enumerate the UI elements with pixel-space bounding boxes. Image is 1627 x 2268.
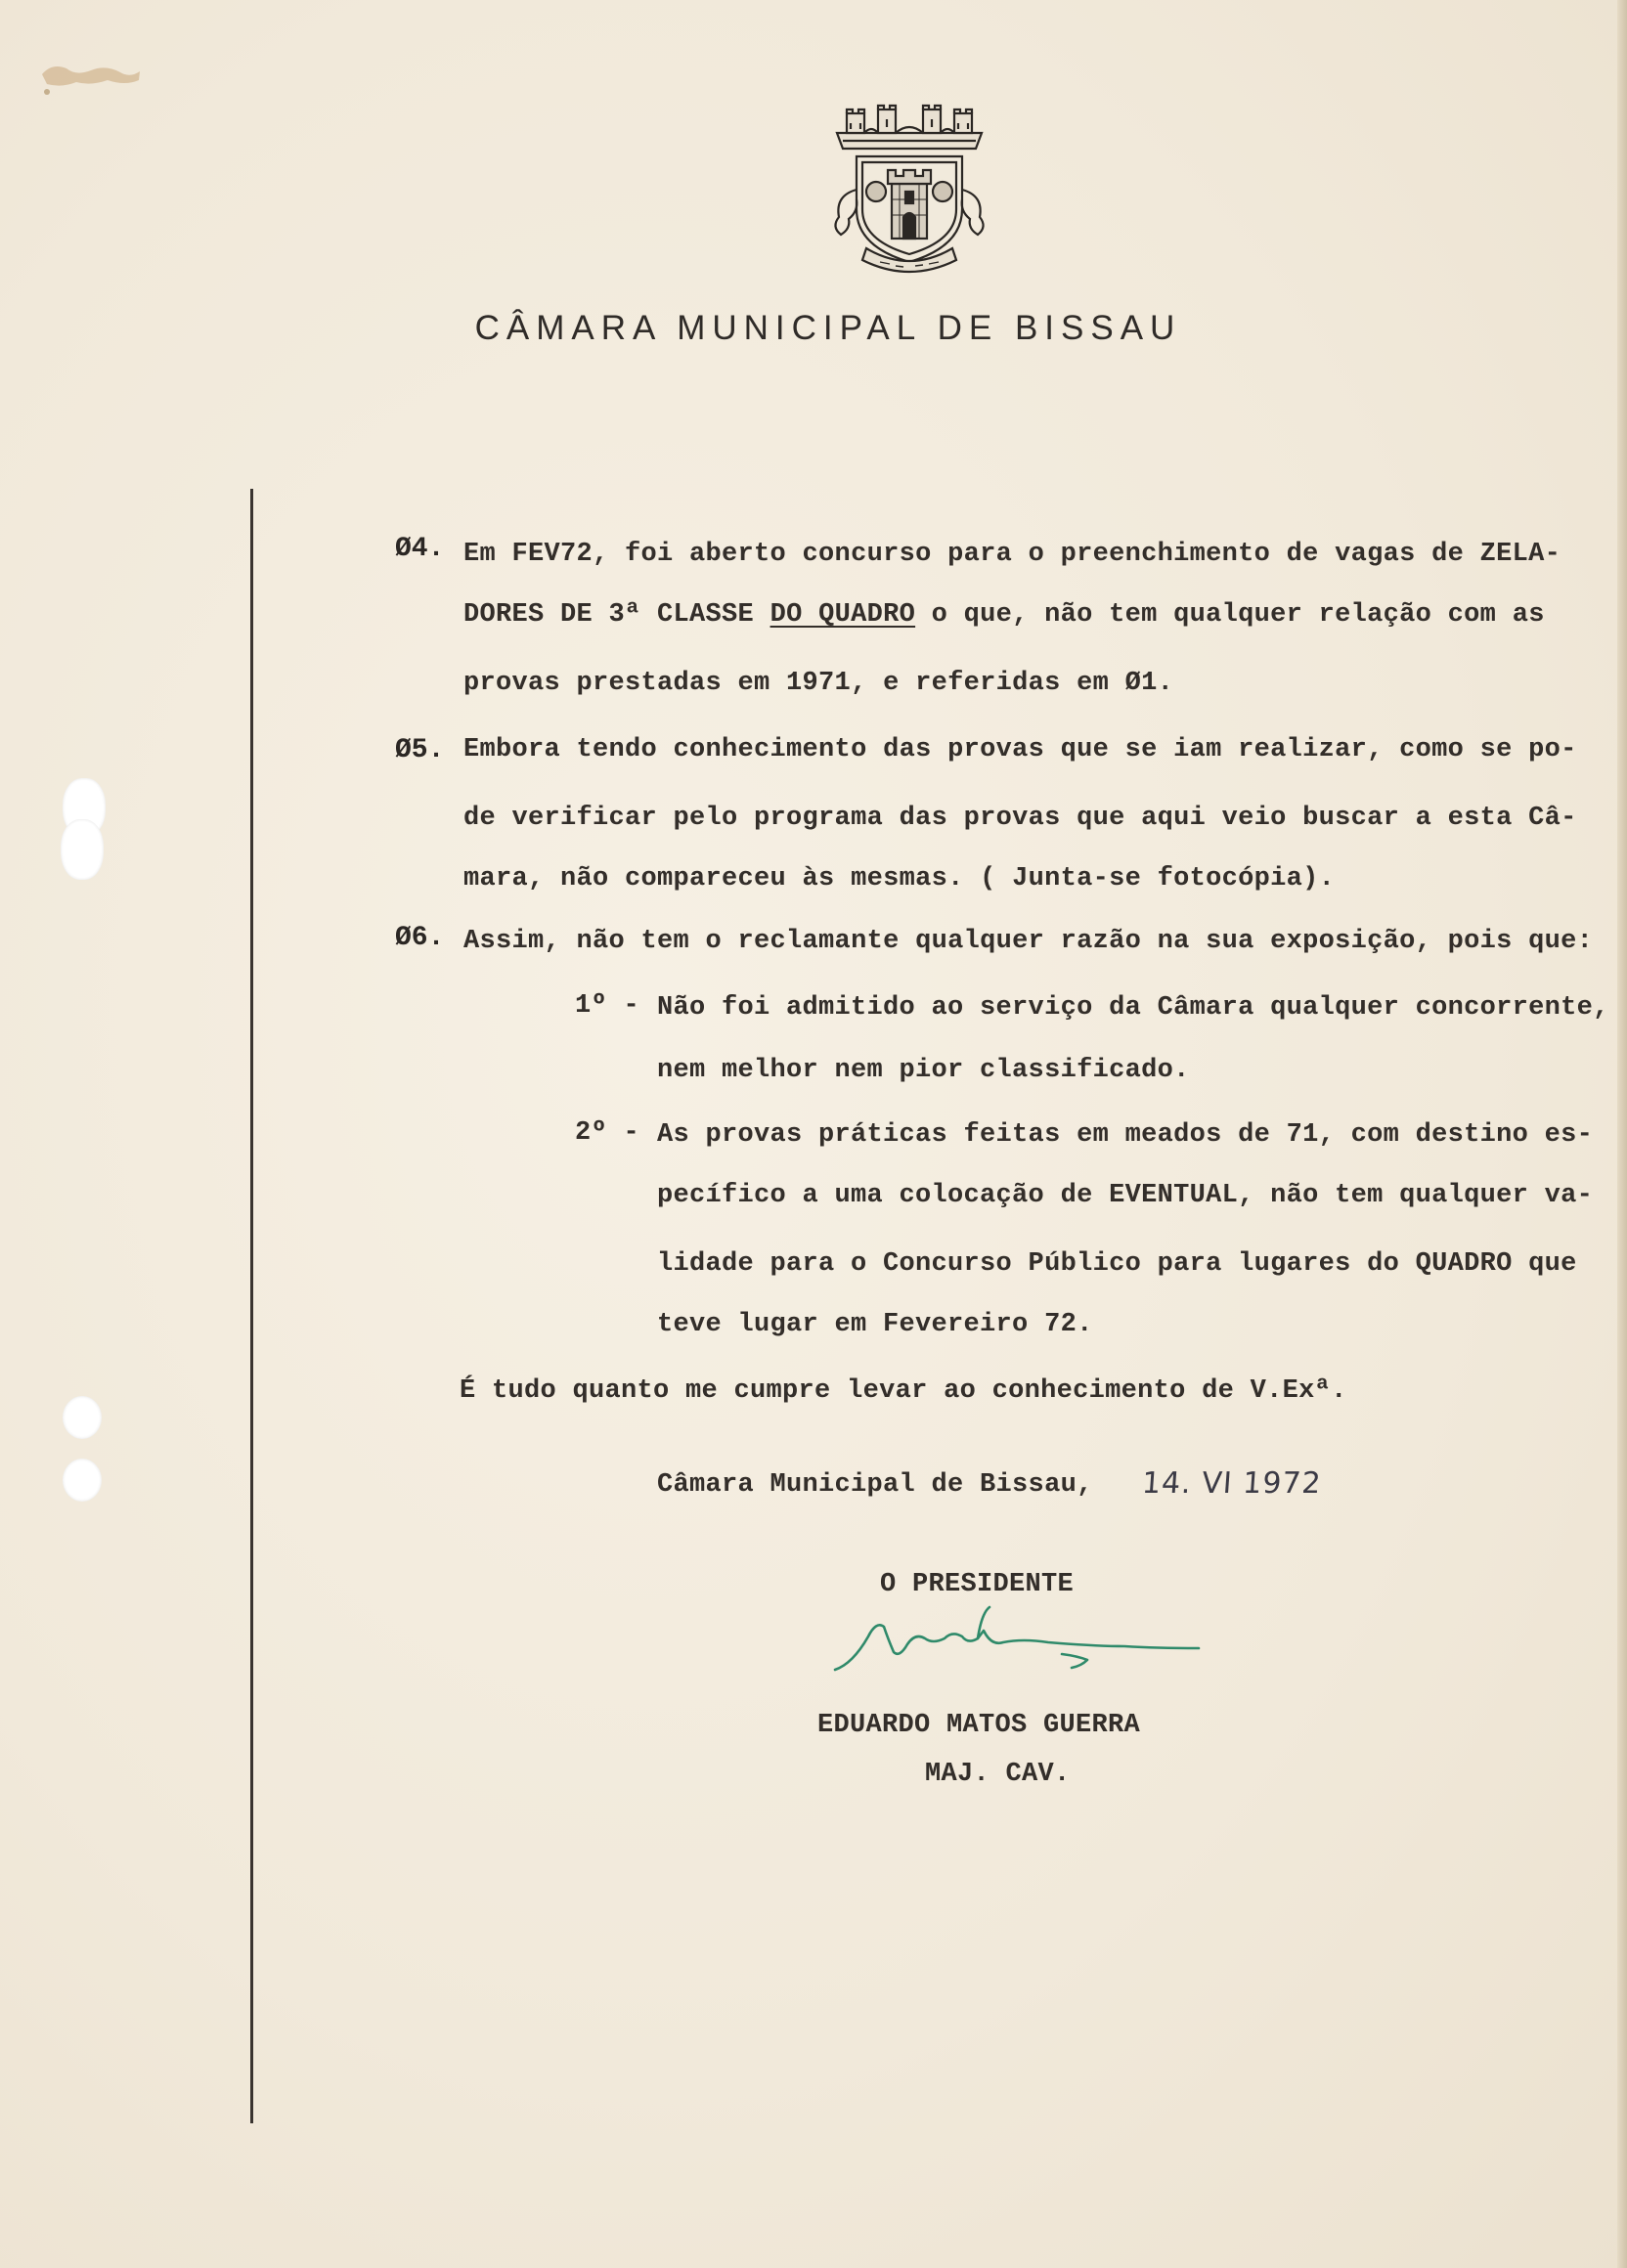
- underlined-do-quadro: DO QUADRO: [770, 600, 916, 630]
- item-2-marker: 2º -: [575, 1118, 640, 1148]
- item-2-line-2: pecífico a uma colocação de EVENTUAL, não tem qualquer va-: [657, 1181, 1594, 1210]
- paragraph-04-line-2-start: DORES DE 3ª CLASSE: [463, 600, 770, 630]
- handwritten-date: 14. VI 1972: [1140, 1466, 1323, 1501]
- item-2-line-1: As provas práticas feitas em meados de 71, com destino es-: [657, 1120, 1594, 1150]
- place-line: Câmara Municipal de Bissau,: [657, 1470, 1093, 1500]
- item-1-line-1: Não foi admitido ao serviço da Câmara qualquer concorrente,: [657, 993, 1609, 1023]
- punch-hole: [63, 1459, 102, 1502]
- item-1-marker: 1º -: [575, 991, 640, 1021]
- handwritten-signature: [831, 1593, 1203, 1691]
- item-2-line-3: lidade para o Concurso Público para lugares do QUADRO que: [657, 1249, 1577, 1279]
- item-2-line-4: teve lugar em Fevereiro 72.: [657, 1310, 1093, 1339]
- paragraph-05-line-2: de verificar pelo programa das provas que aqui veio buscar a esta Câ-: [463, 804, 1577, 833]
- paragraph-number-04: Ø4.: [395, 534, 445, 564]
- paragraph-number-05: Ø5.: [395, 735, 445, 765]
- paragraph-05-line-1: Embora tendo conhecimento das provas que se iam realizar, como se po-: [463, 735, 1577, 764]
- municipal-coat-of-arms-icon: [821, 102, 997, 278]
- paragraph-06-line-1: Assim, não tem o reclamante qualquer razão na sua exposição, pois que:: [463, 927, 1594, 956]
- closing-sentence: É tudo quanto me cumpre levar ao conhecimento de V.Exª.: [460, 1376, 1347, 1406]
- punch-hole: [61, 819, 104, 880]
- margin-rule: [250, 489, 253, 2123]
- paragraph-04-line-1: Em FEV72, foi aberto concurso para o preenchimento de vagas de ZELA-: [463, 540, 1561, 569]
- paper-stain: [37, 57, 145, 96]
- paragraph-04-line-3: provas prestadas em 1971, e referidas em Ø1.: [463, 669, 1174, 698]
- punch-hole: [63, 1396, 102, 1439]
- item-1-line-2: nem melhor nem pior classificado.: [657, 1056, 1190, 1085]
- paragraph-number-06: Ø6.: [395, 923, 445, 953]
- paragraph-05-line-3: mara, não compareceu às mesmas. ( Junta-se fotocópia).: [463, 864, 1336, 894]
- signature-role: O PRESIDENTE: [880, 1570, 1075, 1599]
- paragraph-04-line-2: [463, 600, 1545, 630]
- signatory-rank: MAJ. CAV.: [925, 1760, 1071, 1789]
- signatory-name: EDUARDO MATOS GUERRA: [817, 1711, 1141, 1740]
- letterhead-title: CÂMARA MUNICIPAL DE BISSAU: [474, 309, 1182, 347]
- paragraph-04-line-2-end: o que, não tem qualquer relação com as: [915, 600, 1545, 630]
